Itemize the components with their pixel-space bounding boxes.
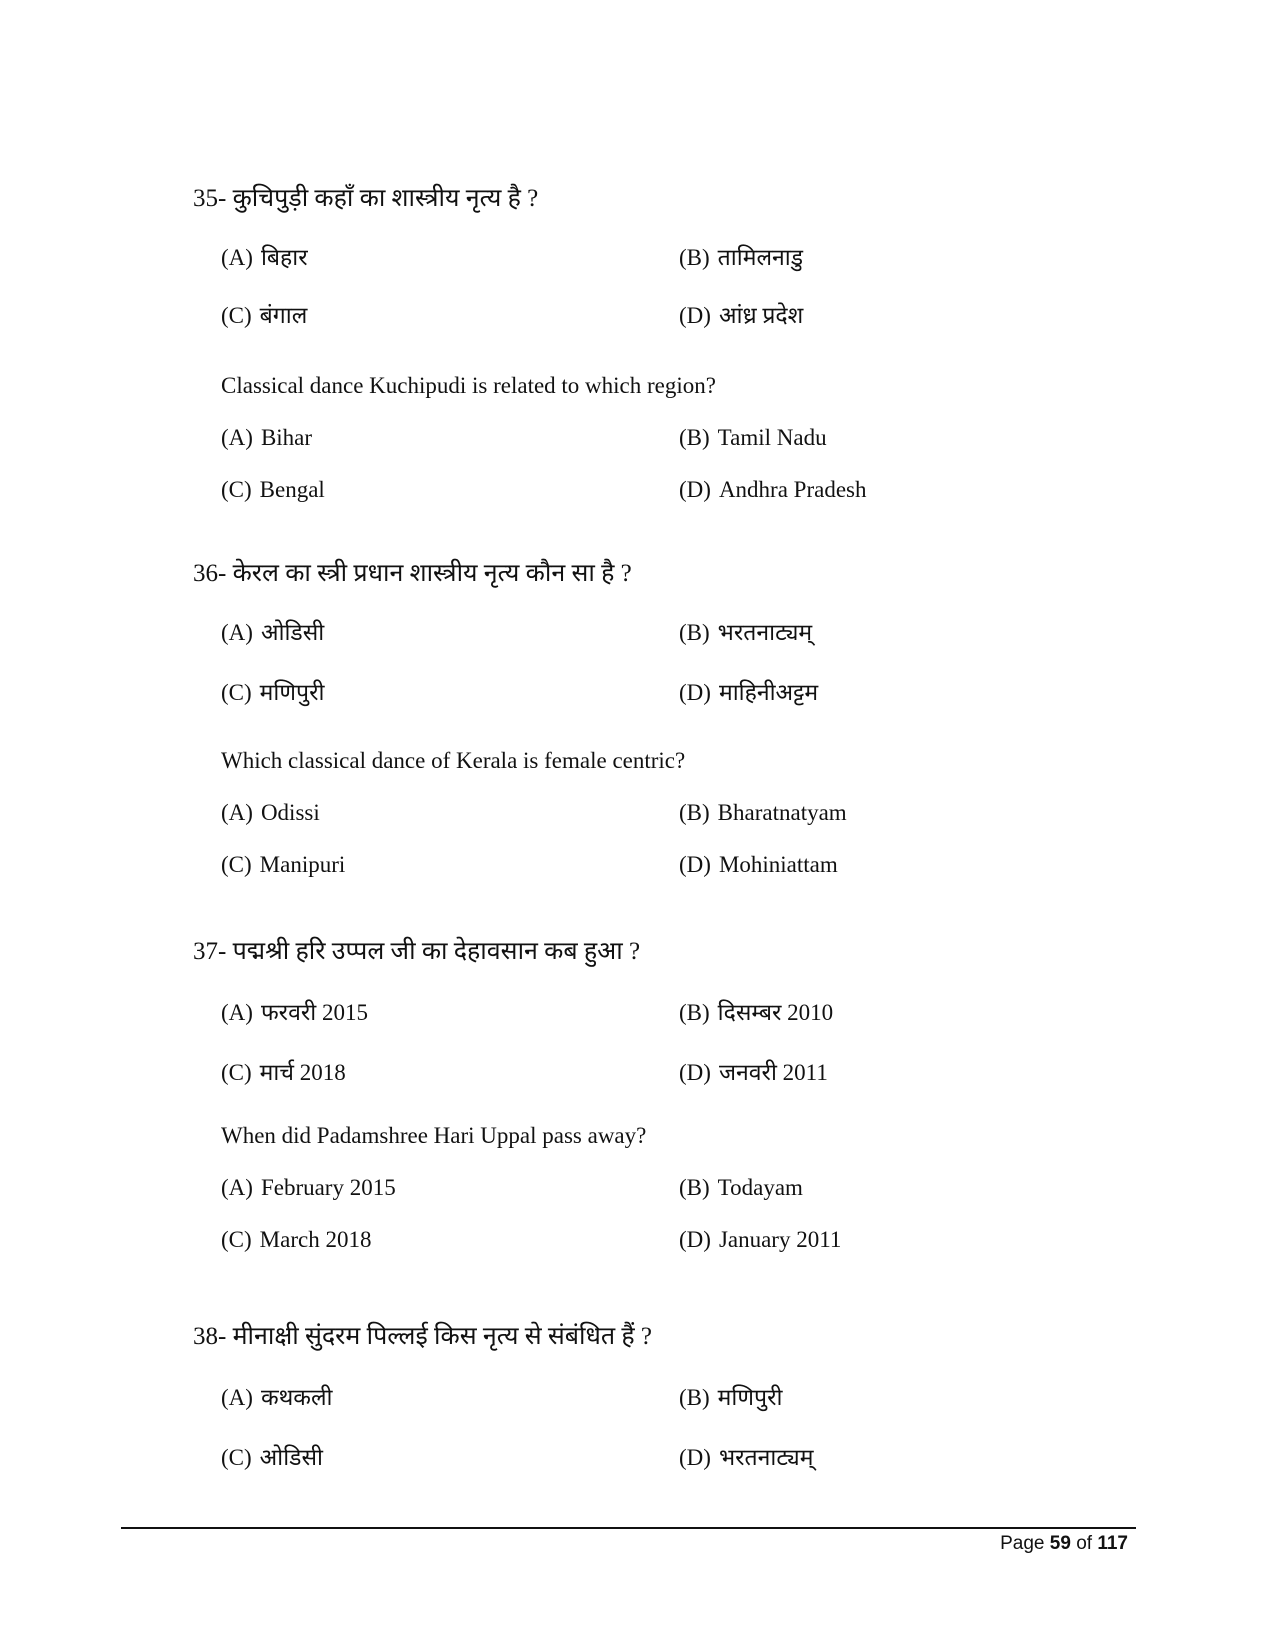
option-a-hindi	[221, 995, 368, 1027]
option-b-hindi	[679, 995, 833, 1027]
option-text: Bengal	[259, 477, 325, 502]
option-text: फरवरी 2015	[260, 1000, 368, 1025]
option-text: Manipuri	[259, 852, 346, 877]
option-c-english	[221, 1227, 371, 1253]
question-title-english: When did Padamshree Hari Uppal pass away?	[221, 1123, 647, 1148]
option-label: (D)	[679, 852, 711, 877]
option-label: (A)	[221, 620, 253, 645]
option-text: Bharatnatyam	[717, 800, 847, 825]
option-a-english	[221, 800, 320, 826]
option-a-hindi	[221, 1380, 333, 1412]
option-label: (D)	[679, 1060, 711, 1085]
option-label: (A)	[221, 425, 253, 450]
question-title-hindi: 35- कुचिपुड़ी कहाँ का शास्त्रीय नृत्य है ?	[193, 185, 539, 212]
option-c-hindi	[221, 675, 324, 707]
option-text: तामिलनाडु	[717, 245, 804, 270]
option-text: माहिनीअट्टम	[718, 680, 819, 705]
option-d-english	[679, 1227, 841, 1253]
option-text: भरतनाट्यम्	[717, 620, 813, 645]
option-label: (D)	[679, 477, 711, 502]
option-label: (B)	[679, 245, 710, 270]
option-label: (C)	[221, 852, 252, 877]
option-label: (C)	[221, 1060, 252, 1085]
option-label: (B)	[679, 800, 710, 825]
option-a-hindi	[221, 240, 308, 272]
option-text: Mohiniattam	[718, 852, 838, 877]
option-label: (C)	[221, 680, 252, 705]
option-b-hindi	[679, 615, 812, 647]
option-b-english	[679, 425, 827, 451]
option-c-hindi	[221, 1440, 323, 1472]
option-label: (B)	[679, 620, 710, 645]
option-text: January 2011	[718, 1227, 842, 1252]
question-title-hindi: 36- केरल का स्त्री प्रधान शास्त्रीय नृत्य कौन सा है ?	[193, 560, 632, 587]
page-current: 59	[1049, 1533, 1071, 1554]
option-text: Bihar	[260, 425, 313, 450]
option-text: Todayam	[717, 1175, 803, 1200]
option-text: आंध्र प्रदेश	[718, 303, 804, 328]
option-label: (C)	[221, 477, 252, 502]
option-text: ओडिसी	[260, 620, 325, 645]
option-text: मार्च 2018	[259, 1060, 346, 1085]
option-text: Odissi	[260, 800, 320, 825]
page-number	[1000, 1533, 1128, 1555]
option-text: मणिपुरी	[717, 1385, 783, 1410]
page-total: 117	[1097, 1533, 1128, 1554]
option-b-hindi	[679, 1380, 782, 1412]
option-d-english	[679, 477, 866, 503]
option-label: (A)	[221, 1000, 253, 1025]
option-label: (A)	[221, 1175, 253, 1200]
option-text: भरतनाट्यम्	[718, 1445, 814, 1470]
question-title-english: Classical dance Kuchipudi is related to which region?	[221, 373, 716, 398]
question-title-hindi: 38- मीनाक्षी सुंदरम पिल्लई किस नृत्य से संबंधित हैं ?	[193, 1323, 653, 1350]
option-label: (B)	[679, 1175, 710, 1200]
option-d-hindi	[679, 298, 803, 330]
option-text: बंगाल	[259, 303, 308, 328]
page-prefix: Page	[1000, 1533, 1045, 1554]
option-label: (D)	[679, 1227, 711, 1252]
question-title-hindi: 37- पद्मश्री हरि उप्पल जी का देहावसान कब हुआ ?	[193, 938, 641, 965]
option-text: बिहार	[260, 245, 308, 270]
option-text: दिसम्बर 2010	[717, 1000, 834, 1025]
option-label: (A)	[221, 800, 253, 825]
option-c-hindi	[221, 1055, 346, 1087]
page-of: of	[1076, 1533, 1093, 1554]
option-a-english	[221, 425, 312, 451]
option-d-hindi	[679, 675, 818, 707]
option-b-hindi	[679, 240, 803, 272]
option-label: (C)	[221, 1445, 252, 1470]
option-c-english	[221, 477, 325, 503]
option-label: (B)	[679, 1385, 710, 1410]
option-text: ओडिसी	[259, 1445, 323, 1470]
option-text: February 2015	[260, 1175, 396, 1200]
option-text: मणिपुरी	[259, 680, 325, 705]
option-text: Andhra Pradesh	[718, 477, 867, 502]
option-label: (B)	[679, 425, 710, 450]
option-label: (B)	[679, 1000, 710, 1025]
option-text: March 2018	[259, 1227, 372, 1252]
option-d-hindi	[679, 1440, 813, 1472]
option-c-hindi	[221, 298, 307, 330]
option-label: (D)	[679, 303, 711, 328]
option-text: जनवरी 2011	[718, 1060, 828, 1085]
option-label: (D)	[679, 1445, 711, 1470]
option-d-english	[679, 852, 838, 878]
option-label: (C)	[221, 1227, 252, 1252]
option-label: (D)	[679, 680, 711, 705]
option-label: (A)	[221, 245, 253, 270]
option-b-english	[679, 800, 847, 826]
option-label: (A)	[221, 1385, 253, 1410]
option-text: Tamil Nadu	[717, 425, 827, 450]
option-a-hindi	[221, 615, 324, 647]
option-b-english	[679, 1175, 803, 1201]
option-c-english	[221, 852, 345, 878]
question-title-english: Which classical dance of Kerala is female centric?	[221, 748, 686, 773]
option-text: कथकली	[260, 1385, 333, 1410]
option-d-hindi	[679, 1055, 828, 1087]
option-a-english	[221, 1175, 396, 1201]
footer-divider	[121, 1527, 1136, 1529]
option-label: (C)	[221, 303, 252, 328]
